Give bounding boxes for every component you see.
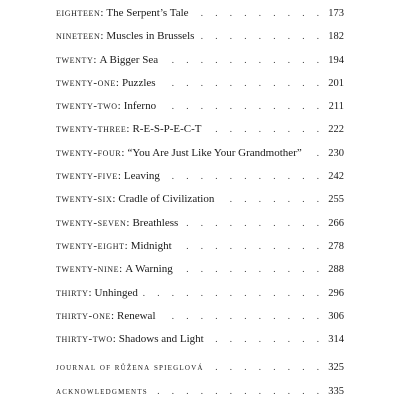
chapter-title: A Bigger Sea xyxy=(99,53,159,66)
page-number: 288 xyxy=(328,264,344,276)
toc-entry-acknowledgments[interactable] xyxy=(56,386,344,410)
dot-leader xyxy=(142,289,324,298)
toc-entry[interactable] xyxy=(56,334,344,357)
dot-leader xyxy=(160,79,324,88)
chapter-title: Shadows and Light xyxy=(118,333,204,346)
toc-entry-journal[interactable] xyxy=(56,362,344,386)
toc-entry[interactable] xyxy=(56,218,344,241)
dot-leader xyxy=(160,102,324,111)
label-separator: : xyxy=(124,239,128,252)
chapter-title: Muscles in Brussels xyxy=(106,30,195,43)
toc-entry[interactable] xyxy=(56,288,344,311)
chapter-number: twenty-one xyxy=(56,76,116,89)
chapter-number: nineteen xyxy=(56,30,101,43)
page-number: 194 xyxy=(328,54,344,66)
page-number: 255 xyxy=(328,194,344,206)
page-number: 230 xyxy=(328,147,344,159)
dot-leader xyxy=(218,195,324,204)
chapter-title: A Warning xyxy=(125,263,173,276)
back-matter-list xyxy=(56,362,344,410)
chapter-title: The Serpent’s Tale xyxy=(106,7,189,19)
toc-entry[interactable] xyxy=(56,101,344,124)
chapter-title: R-E-S-P-E-C-T xyxy=(132,123,202,136)
chapter-number: twenty-two xyxy=(56,100,118,113)
chapter-title: Puzzles xyxy=(121,76,156,89)
dot-leader xyxy=(206,125,324,134)
chapter-title: Cradle of Civilization xyxy=(118,193,215,206)
chapter-number: twenty-five xyxy=(56,170,118,183)
label-separator: : xyxy=(93,53,97,66)
dot-leader xyxy=(208,362,324,372)
chapter-title: Renewal xyxy=(117,309,156,322)
page-number: 173 xyxy=(328,8,344,19)
label-separator: : xyxy=(126,216,130,229)
page-number: 222 xyxy=(328,124,344,136)
chapter-number: thirty xyxy=(56,286,89,299)
toc-entry[interactable] xyxy=(56,31,344,54)
page-number: 296 xyxy=(328,287,344,299)
dot-leader xyxy=(198,32,324,41)
page-number: 242 xyxy=(328,171,344,183)
chapter-number: twenty-nine xyxy=(56,263,120,276)
toc-entry[interactable] xyxy=(56,78,344,101)
chapter-number: eighteen xyxy=(56,7,101,19)
label-separator: : xyxy=(121,146,125,159)
toc-entry[interactable] xyxy=(56,311,344,334)
chapter-title: Breathless xyxy=(132,216,179,229)
toc-entry[interactable] xyxy=(56,264,344,287)
label-separator: : xyxy=(112,193,116,206)
chapter-number: thirty-one xyxy=(56,309,111,322)
dot-leader xyxy=(182,219,324,228)
chapter-title: “You Are Just Like Your Grandmother” xyxy=(127,146,302,159)
page-number: 182 xyxy=(328,31,344,43)
page-number: 278 xyxy=(328,240,344,252)
chapter-number: thirty-two xyxy=(56,333,113,346)
label-separator: : xyxy=(117,170,121,183)
toc-entry[interactable] xyxy=(56,8,344,31)
back-matter-title: journal of růžena spieglová xyxy=(56,363,204,373)
toc-entry[interactable] xyxy=(56,124,344,147)
label-separator: : xyxy=(119,263,123,276)
chapter-title: Inferno xyxy=(123,100,157,113)
chapter-list xyxy=(56,8,344,357)
label-separator: : xyxy=(100,30,104,43)
chapter-title: Leaving xyxy=(123,170,160,183)
chapter-number: twenty-three xyxy=(56,123,127,136)
label-separator: : xyxy=(115,76,119,89)
dot-leader xyxy=(208,335,324,344)
back-matter-title: acknowledgments xyxy=(56,387,148,397)
dot-leader xyxy=(152,386,324,396)
toc-entry[interactable] xyxy=(56,55,344,78)
chapter-title: Midnight xyxy=(130,239,172,252)
page-number: 325 xyxy=(328,362,344,373)
label-separator: : xyxy=(110,309,115,322)
dot-leader xyxy=(164,172,324,181)
dot-leader xyxy=(193,9,324,18)
chapter-title: Unhinged xyxy=(94,286,138,299)
dot-leader xyxy=(177,265,324,274)
label-separator: : xyxy=(88,286,92,299)
chapter-number: twenty-six xyxy=(56,193,113,206)
page-number: 335 xyxy=(328,386,344,397)
dot-leader xyxy=(306,149,324,158)
toc-entry[interactable] xyxy=(56,194,344,217)
chapter-number: twenty-eight xyxy=(56,239,125,252)
toc-entry[interactable] xyxy=(56,171,344,194)
label-separator: : xyxy=(117,100,121,113)
dot-leader xyxy=(160,312,325,321)
chapter-number: twenty-seven xyxy=(56,216,127,229)
chapter-number: twenty xyxy=(56,53,94,66)
toc-entry[interactable] xyxy=(56,148,344,171)
chapter-number: twenty-four xyxy=(56,146,122,159)
label-separator: : xyxy=(126,123,130,136)
page-number: 211 xyxy=(328,101,344,113)
page-number: 266 xyxy=(328,217,344,229)
page-number: 314 xyxy=(328,334,344,346)
dot-leader xyxy=(162,56,324,65)
page-number: 306 xyxy=(328,310,344,322)
dot-leader xyxy=(176,242,324,251)
page-number: 201 xyxy=(328,77,344,89)
label-separator: : xyxy=(100,7,104,19)
toc-entry[interactable] xyxy=(56,241,344,264)
label-separator: : xyxy=(112,333,116,346)
